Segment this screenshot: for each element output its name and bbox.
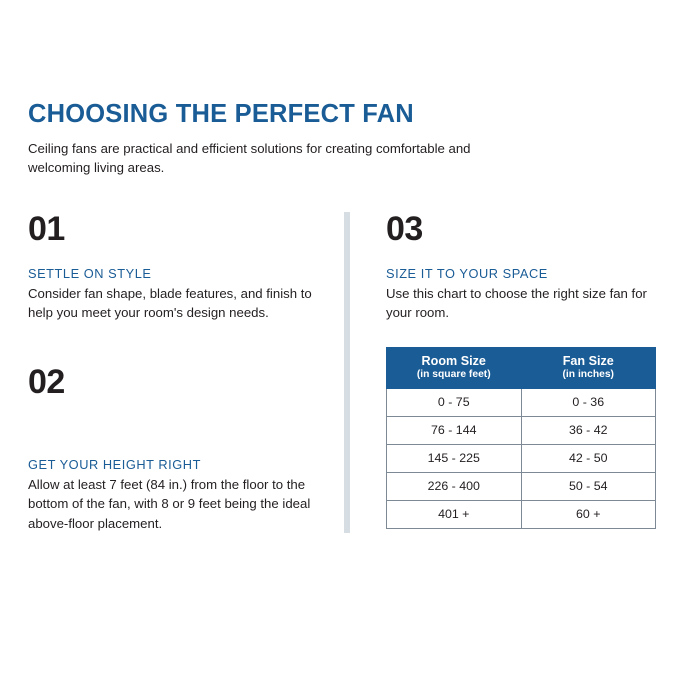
cell-fan-size: 50 - 54 (521, 472, 656, 500)
cell-fan-size: 0 - 36 (521, 388, 656, 416)
table-row (387, 444, 656, 472)
fan-size-table-wrapper (386, 347, 656, 529)
step-block-01 (28, 209, 318, 323)
table-row (387, 388, 656, 416)
step-block-03 (386, 209, 672, 323)
column-divider (344, 212, 350, 534)
cell-room-size: 226 - 400 (387, 472, 522, 500)
step-block-02 (28, 362, 318, 534)
table-header-fan-size-main: Fan Size (562, 353, 614, 368)
table-header-room-size-sub: (in square feet) (416, 369, 491, 381)
intro-paragraph: Ceiling fans are practical and efficient solutions for creating comfortable and welcoming living areas. (28, 141, 471, 176)
table-row (387, 416, 656, 444)
page-title: CHOOSING THE PERFECT FAN (28, 100, 414, 128)
table-header-row (387, 347, 656, 388)
step-number-01: 01 (28, 209, 65, 248)
cell-room-size: 145 - 225 (387, 444, 522, 472)
table-header-room-size-main: Room Size (421, 353, 486, 368)
cell-fan-size: 42 - 50 (521, 444, 656, 472)
step-heading-03: SIZE IT TO YOUR SPACE (386, 265, 548, 281)
step-number-02: 02 (28, 362, 65, 401)
table-row (387, 472, 656, 500)
table-header-room-size (387, 347, 522, 388)
table-row (387, 500, 656, 528)
step-heading-02: GET YOUR HEIGHT RIGHT (28, 456, 201, 472)
cell-fan-size: 36 - 42 (521, 416, 656, 444)
fan-size-table (386, 347, 656, 529)
right-column (386, 209, 672, 534)
left-column (28, 209, 318, 534)
cell-room-size: 401 + (387, 500, 522, 528)
step-body-01: Consider fan shape, blade features, and finish to help you meet your room's design needs. (28, 285, 312, 321)
cell-room-size: 0 - 75 (387, 388, 522, 416)
table-header-fan-size-sub: (in inches) (562, 369, 614, 381)
cell-room-size: 76 - 144 (387, 416, 522, 444)
step-number-03: 03 (386, 209, 423, 248)
content-columns (28, 209, 672, 534)
step-body-02: Allow at least 7 feet (84 in.) from the floor to the bottom of the fan, with 8 or 9 feet being the ideal above-floor placement. (28, 476, 311, 531)
step-heading-01: SETTLE ON STYLE (28, 265, 152, 281)
table-header-fan-size (521, 347, 656, 388)
cell-fan-size: 60 + (521, 500, 656, 528)
step-body-03: Use this chart to choose the right size fan for your room. (386, 285, 647, 321)
